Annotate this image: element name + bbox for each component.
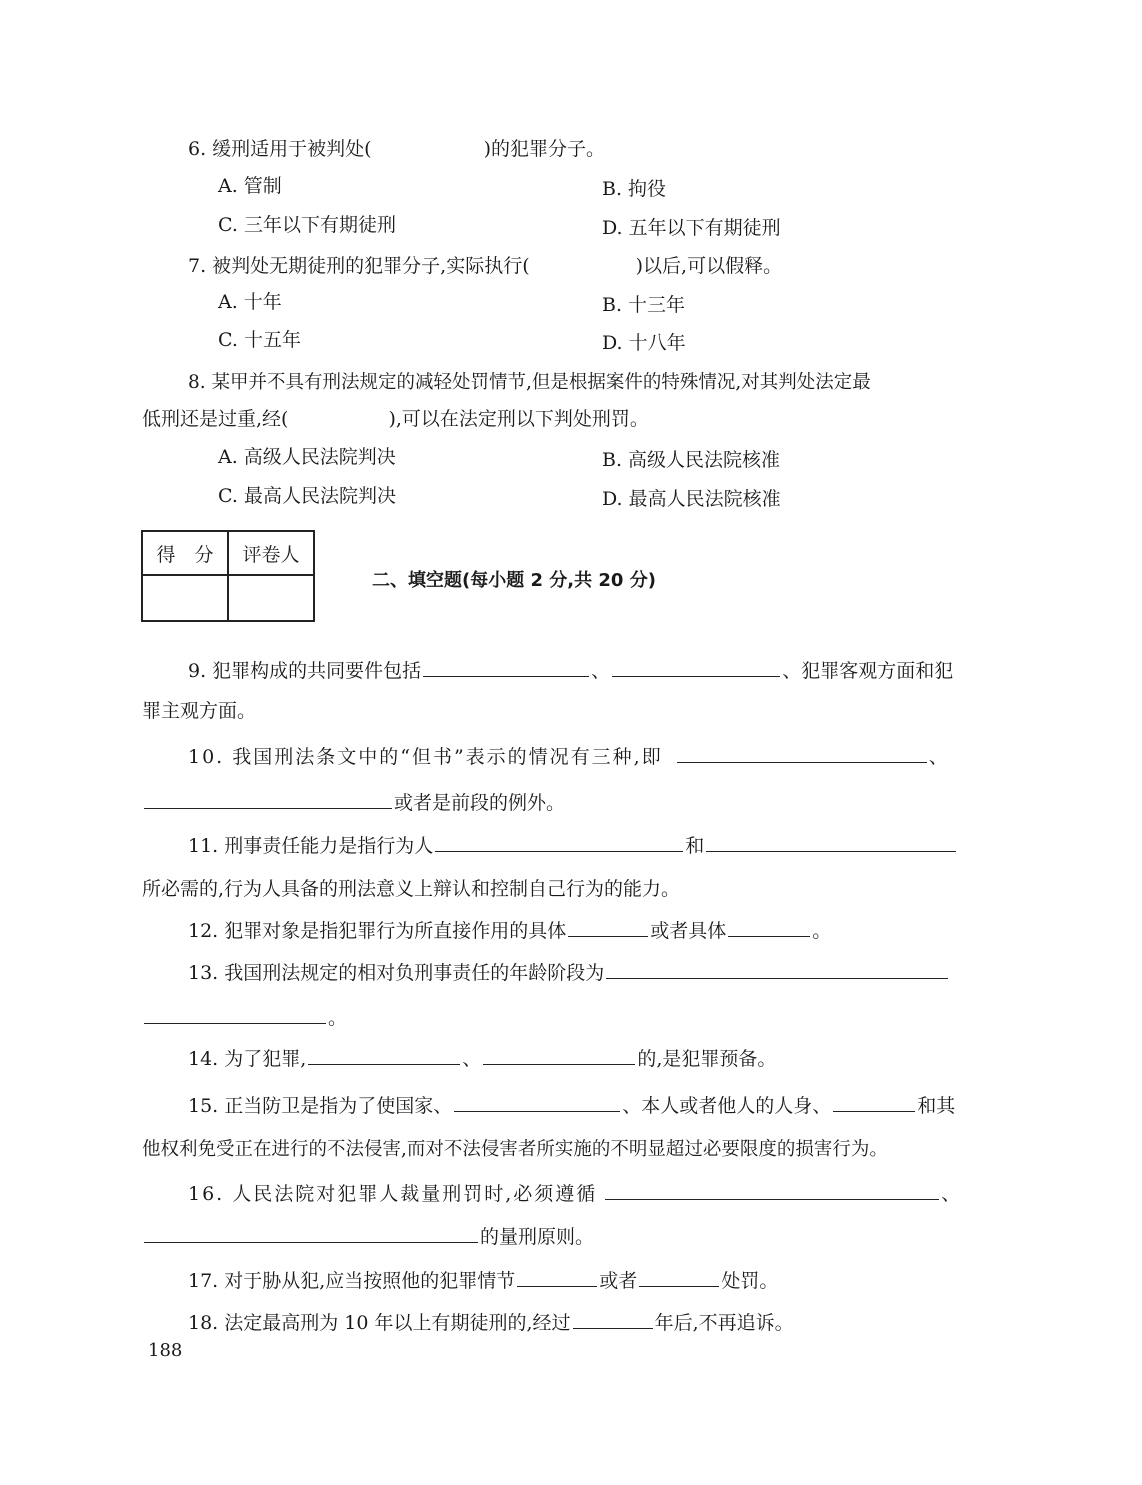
q7-option-b[interactable]: B. 十三年 [602,294,686,316]
q6-option-d[interactable]: D. 五年以下有期徒刑 [602,217,781,239]
question-7-stem [188,251,782,278]
q10-text-1: 10. 我国刑法条文中的“但书”表示的情况有三种,即 [188,746,663,768]
q6-stem-start: 6. 缓刑适用于被判处( [188,138,372,160]
question-16 [188,1179,960,1206]
section-title: 二、填空题(每小题 2 分,共 20 分) [372,570,656,591]
question-18 [188,1308,794,1335]
question-16-cont [142,1222,594,1249]
q11-text-1: 11. 刑事责任能力是指行为人 [188,835,434,857]
q9-blank-2[interactable] [612,675,780,677]
q18-text-2: 年后,不再追诉。 [654,1312,794,1334]
q15-blank-2[interactable] [833,1110,915,1112]
question-11-cont: 所必需的,行为人具备的刑法意义上辩认和控制自己行为的能力。 [142,878,681,900]
q13-blank-2[interactable] [144,1022,326,1024]
q7-option-a[interactable]: A. 十年 [218,291,282,313]
question-6-stem [188,134,605,161]
question-15 [188,1091,955,1118]
question-13-cont [142,1003,347,1030]
q15-text-3: 和其 [917,1095,956,1117]
q6-option-b[interactable]: B. 拘役 [602,178,667,200]
q17-text-1: 17. 对于胁从犯,应当按照他的犯罪情节 [188,1270,516,1292]
grader-cell[interactable] [228,575,314,621]
q16-blank-1[interactable] [605,1198,939,1200]
q16-text-1: 16. 人民法院对犯罪人裁量刑罚时,必须遵循 [188,1183,598,1205]
q13-blank-1[interactable] [606,977,948,979]
q11-blank-1[interactable] [435,850,683,852]
q8-stem-end: ),可以在法定刑以下判处刑罚。 [388,408,649,430]
q10-text-2: 、 [928,746,948,768]
q11-text-2: 和 [685,835,705,857]
question-12 [188,916,831,943]
q7-option-c[interactable]: C. 十五年 [218,329,301,351]
question-14 [188,1044,776,1071]
q9-blank-1[interactable] [423,675,589,677]
q9-text-3: 、犯罪客观方面和犯 [782,660,954,682]
page-number: 188 [148,1340,183,1361]
q6-option-c[interactable]: C. 三年以下有期徒刑 [218,214,396,236]
q15-text-1: 15. 正当防卫是指为了使国家、 [188,1095,453,1117]
question-11 [188,831,958,858]
q9-text-2: 、 [591,660,611,682]
q12-text-1: 12. 犯罪对象是指犯罪行为所直接作用的具体 [188,920,567,942]
q12-blank-1[interactable] [568,935,648,937]
q14-text-3: 的,是犯罪预备。 [637,1048,777,1070]
q6-stem-end: )的犯罪分子。 [483,138,606,160]
q6-option-a[interactable]: A. 管制 [218,175,282,197]
question-9 [188,656,953,683]
q13-text-1: 13. 我国刑法规定的相对负刑事责任的年龄阶段为 [188,962,605,984]
q16-blank-2[interactable] [144,1241,478,1243]
q8-option-b[interactable]: B. 高级人民法院核准 [602,449,781,471]
question-17 [188,1266,778,1293]
q17-blank-2[interactable] [639,1285,719,1287]
question-8-stem: 8. 某甲并不具有刑法规定的减轻处罚情节,但是根据案件的特殊情况,对其判处法定最 [188,372,871,393]
q8-option-d[interactable]: D. 最高人民法院核准 [602,488,781,510]
q10-blank-1[interactable] [677,761,927,763]
score-box [141,530,315,622]
q14-text-2: 、 [462,1048,482,1070]
question-8-stem-cont [142,404,649,431]
q11-blank-2[interactable] [706,850,956,852]
question-15-cont: 他权利免受正在进行的不法侵害,而对不法侵害者所实施的不明显超过必要限度的损害行为。 [142,1139,888,1160]
q12-text-2: 或者具体 [650,920,727,942]
score-label: 得 分 [142,531,228,575]
q12-text-3: 。 [812,920,832,942]
q10-blank-2[interactable] [144,807,392,809]
q9-text-1: 9. 犯罪构成的共同要件包括 [188,660,422,682]
question-10-cont [142,788,565,815]
q14-blank-1[interactable] [308,1063,460,1065]
grader-label: 评卷人 [228,531,314,575]
q13-text-2: 。 [328,1007,348,1029]
q17-text-3: 处罚。 [721,1270,779,1292]
q14-text-1: 14. 为了犯罪, [188,1048,307,1070]
q18-text-1: 18. 法定最高刑为 10 年以上有期徒刑的,经过 [188,1312,571,1334]
q7-stem-start: 7. 被判处无期徒刑的犯罪分子,实际执行( [188,255,530,277]
q14-blank-2[interactable] [483,1063,635,1065]
q8-option-c[interactable]: C. 最高人民法院判决 [218,485,396,507]
q10-text-3: 或者是前段的例外。 [394,792,566,814]
q17-text-2: 或者 [599,1270,638,1292]
q15-blank-1[interactable] [454,1110,620,1112]
q17-blank-1[interactable] [517,1285,597,1287]
q18-blank-1[interactable] [573,1327,653,1329]
question-13 [188,958,950,985]
score-cell[interactable] [142,575,228,621]
q16-text-3: 的量刑原则。 [480,1226,595,1248]
q7-stem-end: )以后,可以假释。 [635,255,783,277]
question-9-cont: 罪主观方面。 [142,700,257,722]
question-10 [188,742,948,769]
q15-text-2: 、本人或者他人的人身、 [622,1095,832,1117]
q8-stem-mid: 低刑还是过重,经( [142,408,289,430]
q8-option-a[interactable]: A. 高级人民法院判决 [218,446,396,468]
q7-option-d[interactable]: D. 十八年 [602,332,686,354]
q12-blank-2[interactable] [728,935,810,937]
q16-text-2: 、 [941,1183,961,1205]
